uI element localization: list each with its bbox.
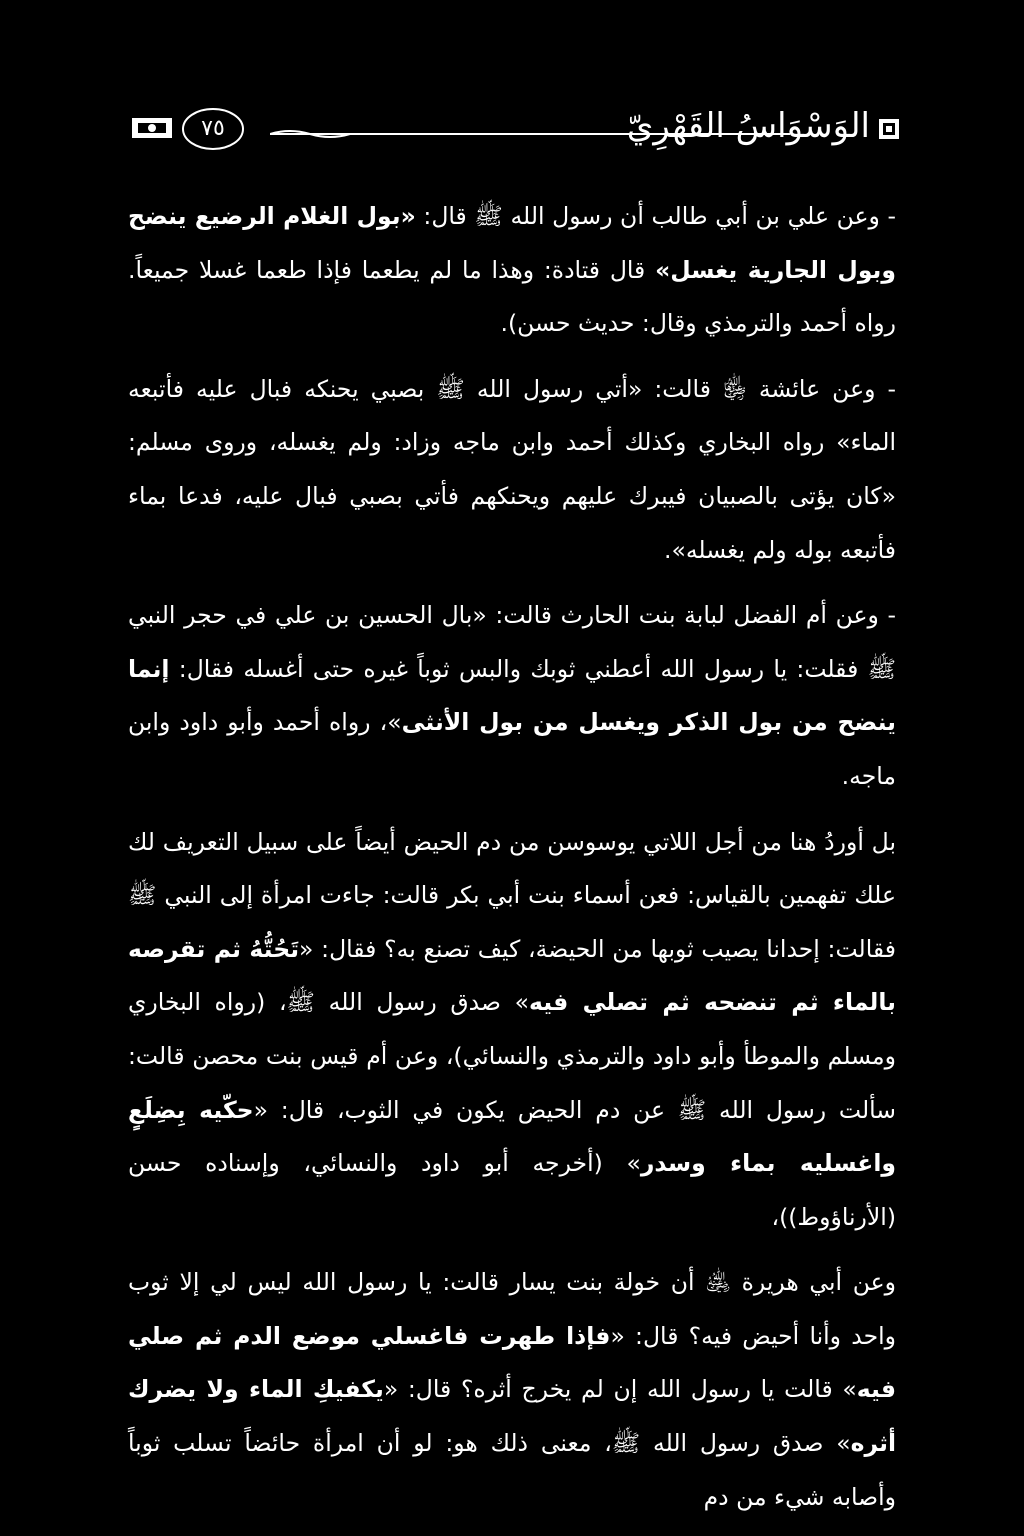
- ornament-icon: [130, 114, 176, 142]
- text-segment: - وعن أم الفضل لبابة بنت الحارث قالت: «بال الحسين بن علي في حجر النبي ﷺ فقلت: يا رسول الله أعطني ثوبك والبس ثوباً غيره حتى أغسله فقال:: [128, 601, 896, 683]
- page-header: [130, 100, 900, 156]
- hadith-quote: فإذا طهرت فاغسلي موضع الدم ثم صلي فيه: [128, 1321, 897, 1404]
- paragraph: [128, 190, 896, 351]
- page-body: [128, 190, 896, 1536]
- hadith-quote: يكفيكِ الماء ولا يضرك أثره: [128, 1375, 896, 1458]
- hadith-quote: تَحُتُّهُ ثم تقرصه بالماء ثم تنضحه ثم تصلي فيه: [128, 934, 896, 1017]
- page-number-frame: [180, 106, 246, 152]
- text-segment: - وعن عائشة ﵂ قالت: «أتي رسول الله ﷺ بصبي يحنكه فبال عليه فأتبعه الماء» رواه البخاري وكذلك أحمد وابن ماجه وزاد: ولم يغسله، وروى مسلم: «كان يؤتى بالصبيان فيبرك عليهم ويحنكهم فأتي بصبي فبال عليه، فدعا بماء فأتبعه بوله ولم يغسله».: [128, 374, 896, 564]
- paragraph: [128, 363, 896, 577]
- paragraph: [128, 816, 896, 1245]
- hadith-quote: «بول الغلام الرضيع ينضح وبول الجارية يغسل»: [128, 202, 896, 284]
- hadith-quote: إنما ينضح من بول الذكر ويغسل من بول الأنثى: [128, 654, 897, 737]
- text-segment: »، رواه أحمد وأبو داود وابن ماجه.: [128, 708, 896, 790]
- text-segment: » (أخرجه أبو داود والنسائي، وإسناده حسن (الأرناؤوط))،: [128, 1149, 896, 1231]
- ornament-icon: [878, 118, 900, 140]
- text-segment: » قالت يا رسول الله إن لم يخرج أثره؟ قال: «: [383, 1375, 857, 1404]
- text-segment: بل أوردُ هنا من أجل اللاتي يوسوسن من دم الحيض أيضاً على سبيل التعريف لك علك تفهمين بالقياس: فعن أسماء بنت أبي بكر قالت: جاءت امرأة إلى النبي ﷺ فقالت: إحدانا يصيب ثوبها من الحيضة، كيف تصنع به؟ فقال: «: [128, 827, 896, 963]
- text-segment: - وعن علي بن أبي طالب أن رسول الله ﷺ قال:: [415, 202, 896, 230]
- hadith-quote: حكّيه بِضِلَعٍ واغسليه بماء وسدر: [128, 1095, 896, 1178]
- book-title: الوَسْوَاسُ القَهْرِيّ: [626, 106, 870, 146]
- text-segment: » صدق رسول الله ﷺ، (رواه البخاري ومسلم والموطأ وأبو داود والترمذي والنسائي)، وعن أم قيس بنت محصن قالت: سألت رسول الله ﷺ عن دم الحيض يكون في الثوب، قال: «: [128, 988, 896, 1124]
- text-segment: قال قتادة: وهذا ما لم يطعما فإذا طعما غسلا جميعاً. رواه أحمد والترمذي وقال: حديث حسن).: [128, 255, 896, 338]
- text-segment: » صدق رسول الله ﷺ، معنى ذلك هو: لو أن امرأة حائضاً تسلب ثوباً وأصابه شيء من دم: [128, 1429, 896, 1511]
- text-segment: وعن أبي هريرة ﵁ أن خولة بنت يسار قالت: يا رسول الله ليس لي إلا ثوب واحد وأنا أحيض فيه؟ قال: «: [128, 1268, 896, 1350]
- header-rule: [270, 125, 790, 137]
- page-number: ٧٥: [201, 116, 225, 141]
- paragraph: [128, 589, 896, 803]
- paragraph: [128, 1256, 896, 1524]
